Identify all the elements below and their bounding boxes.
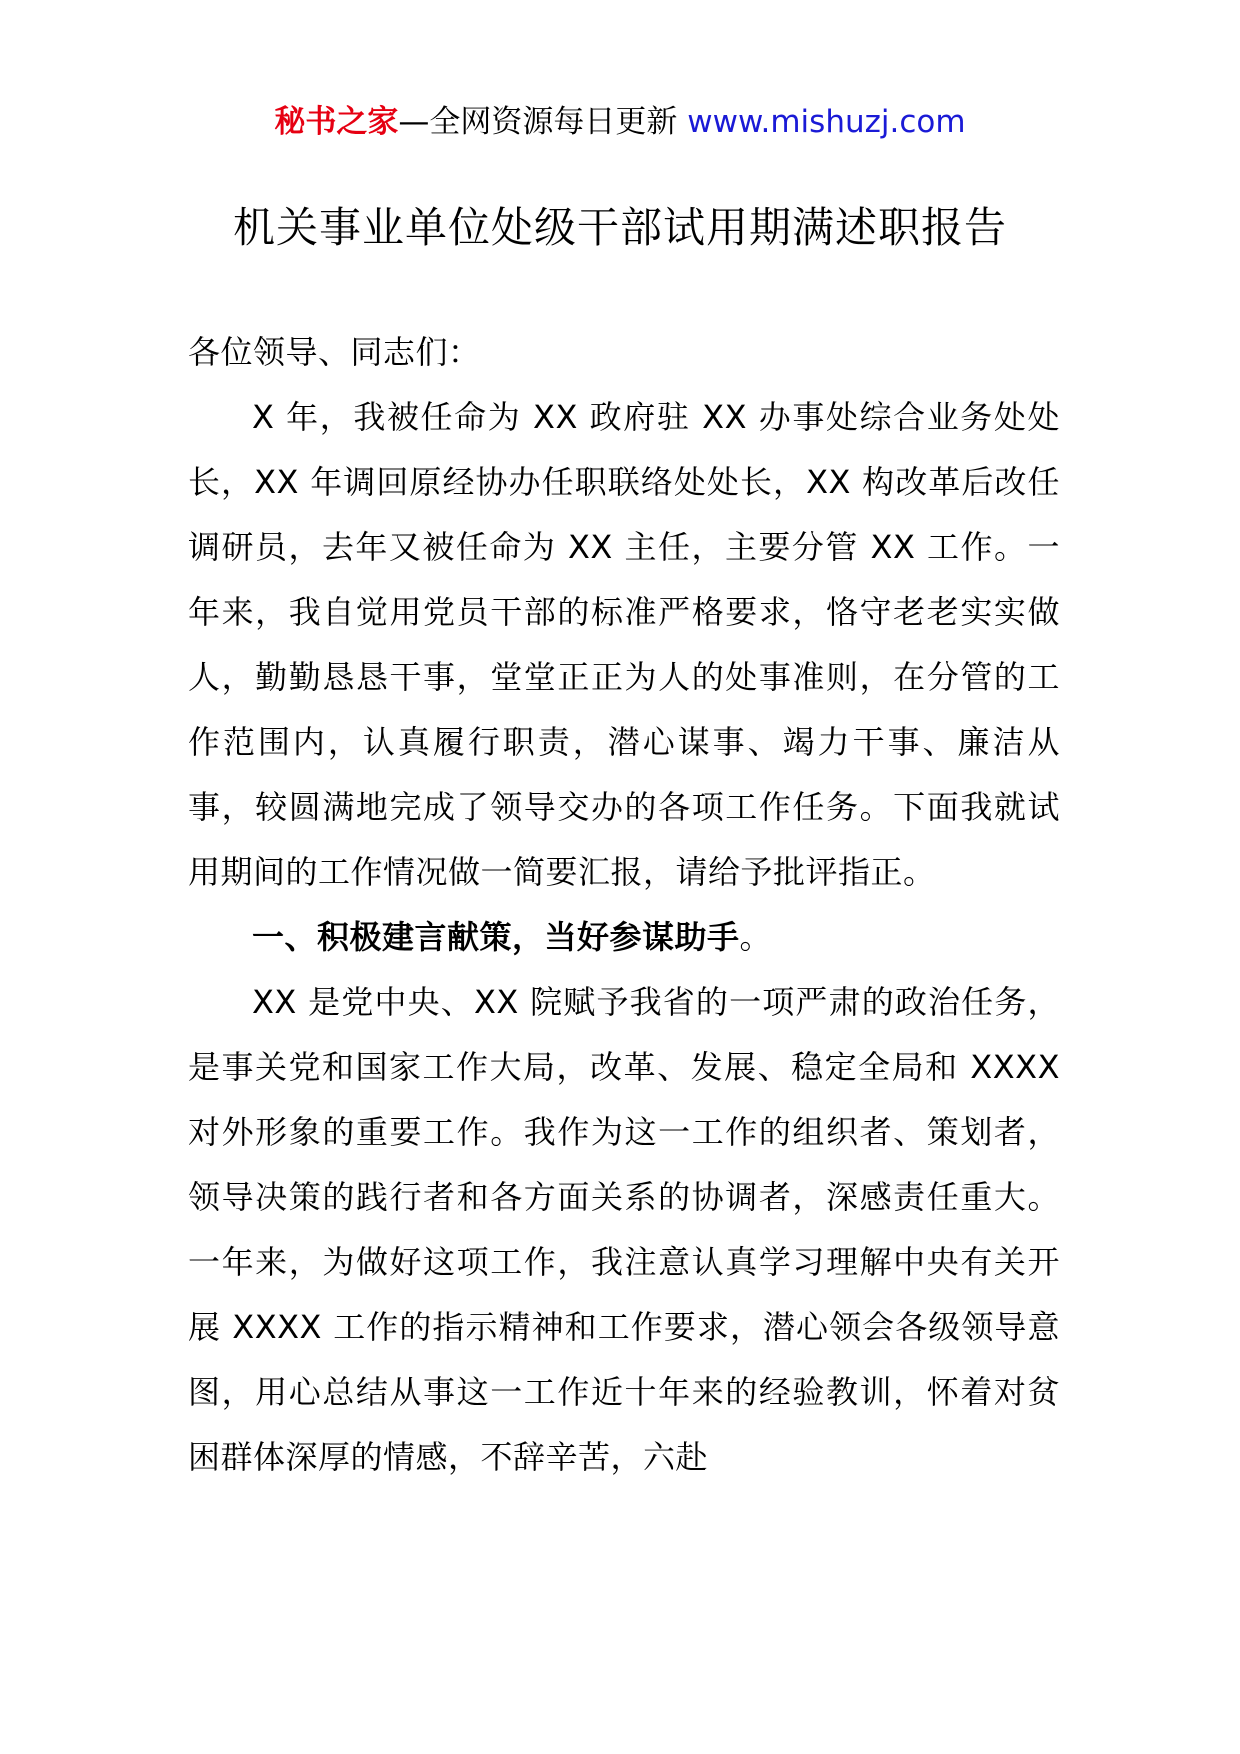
section-heading-1-punct: 。 xyxy=(739,918,773,956)
paragraph-section-1: XX 是党中央、XX 院赋予我省的一项严肃的政治任务，是事关党和国家工作大局，改革、发展、稳定全局和 XXXX 对外形象的重要工作。我作为这一工作的组织者、策划者，领导决策的践行者和各方面关系的协调者，深感责任重大。一年来，为做好这项工作，我注意认真学习理解中央有关开展 XXXX 工作的指示精神和工作要求，潜心领会各级领导意图，用心总结从事这一工作近十年来的经验教训，怀着对贫困群体深厚的情感，不辞辛苦，六赴 xyxy=(188,983,1060,1476)
document-body xyxy=(188,320,1060,1490)
site-url-link[interactable]: www.mishuzj.com xyxy=(687,104,966,140)
site-header xyxy=(0,100,1240,144)
paragraph-intro: X 年，我被任命为 XX 政府驻 XX 办事处综合业务处处长，XX 年调回原经协办任职联络处处长，XX 构改革后改任调研员，去年又被任命为 XX 主任，主要分管 XX 工作。一年来，我自觉用党员干部的标准严格要求，恪守老老实实做人，勤勤恳恳干事，堂堂正正为人的处事准则，在分管的工作范围内，认真履行职责，潜心谋事、竭力干事、廉洁从事，较圆满地完成了领导交办的各项工作任务。下面我就试用期间的工作情况做一简要汇报，请给予批评指正。 xyxy=(188,398,1060,891)
document-title: 机关事业单位处级干部试用期满述职报告 xyxy=(232,203,1007,252)
site-brand: 秘书之家 xyxy=(274,104,399,140)
salutation: 各位领导、同志们： xyxy=(188,333,481,371)
site-tagline: —全网资源每日更新 xyxy=(398,104,688,140)
section-heading-1-text: 一、积极建言献策，当好参谋助手 xyxy=(252,918,740,956)
section-heading-1 xyxy=(188,905,1060,970)
